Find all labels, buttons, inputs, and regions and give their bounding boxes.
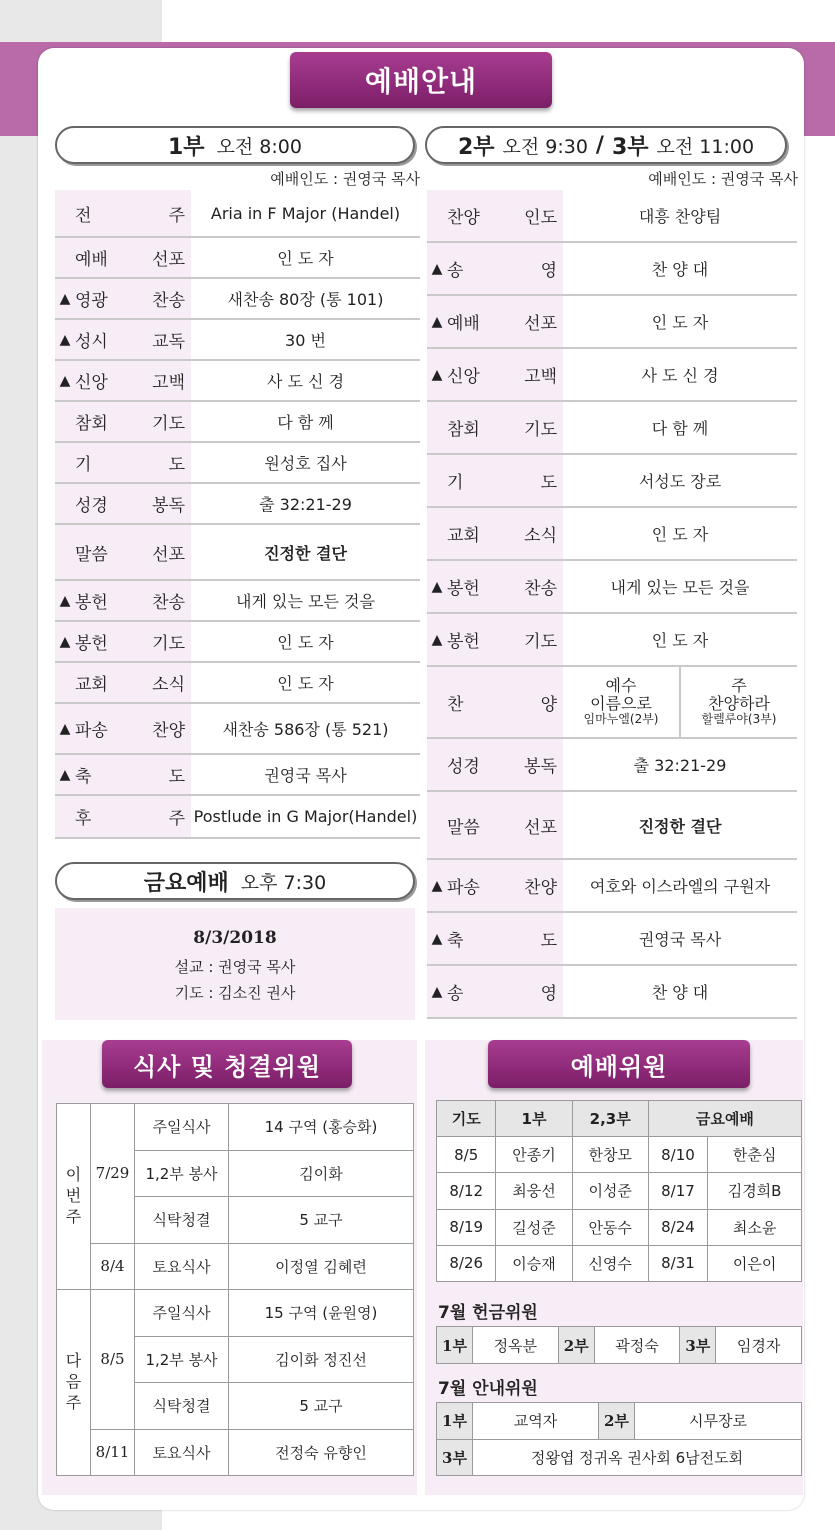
- anthem-service2: [563, 667, 681, 737]
- service1-pill: [55, 126, 415, 164]
- order-label-text: 봉헌 찬송: [447, 579, 557, 599]
- week-char: 주: [65, 1392, 82, 1412]
- next-week-label: [57, 1290, 91, 1476]
- meal-table: [56, 1103, 414, 1476]
- worship-header-cell: 2,3부: [572, 1101, 648, 1137]
- order-row: [427, 561, 797, 614]
- meal-person: 15 구역 (윤원영): [229, 1290, 414, 1337]
- order-value: 사 도 신 경: [641, 366, 719, 385]
- order-value: 원성호 집사: [264, 454, 347, 473]
- order-label: [427, 614, 563, 665]
- anthem-line: 이름으로: [590, 694, 652, 714]
- usher-part: 3부: [437, 1439, 473, 1476]
- triangle-icon: ▲: [431, 366, 443, 383]
- friday-panel: [55, 908, 415, 1020]
- worship-cell: 한창모: [572, 1137, 648, 1173]
- order-value: 30 번: [285, 331, 326, 350]
- triangle-icon: ▲: [59, 766, 71, 783]
- order-value: 다 함 께: [651, 419, 709, 438]
- order-label-text: 교회 소식: [75, 675, 185, 695]
- this-week-label: [57, 1104, 91, 1290]
- meal-task: 주일식사: [135, 1290, 229, 1337]
- order-label-text: 축 도: [75, 767, 185, 787]
- anthem-line: 예수: [605, 675, 637, 695]
- order-label-text: 참회 기도: [75, 414, 185, 434]
- offering-name: 곽정숙: [594, 1327, 680, 1364]
- service2-leader: 예배인도 : 권영국 목사: [648, 170, 798, 188]
- order-label-text: 성시 교독: [75, 332, 185, 352]
- friday-prayer: 기도 : 김소진 권사: [174, 984, 296, 1002]
- service3-title: 3부: [611, 134, 649, 160]
- worship-cell: 최웅선: [496, 1173, 572, 1209]
- order-label: [55, 581, 191, 620]
- order-label: [427, 508, 563, 559]
- order-row: [55, 361, 420, 402]
- triangle-icon: ▲: [431, 313, 443, 330]
- offering-row: [437, 1327, 802, 1364]
- offering-name: 임경자: [716, 1327, 802, 1364]
- worship-cell: 8/26: [437, 1245, 496, 1281]
- meal-task: 토요식사: [135, 1243, 229, 1290]
- order-label: [55, 402, 191, 441]
- meal-title: 식사 및 청결위원: [102, 1040, 352, 1088]
- order-value: 인 도 자: [651, 313, 709, 332]
- order-value: 서성도 장로: [638, 472, 722, 491]
- order-row: [427, 349, 797, 402]
- worship-cell: 길성준: [496, 1209, 572, 1245]
- order-row: [55, 704, 420, 755]
- anthem-note: 할렐루야(3부): [701, 712, 777, 727]
- order-label: [427, 296, 563, 347]
- order-value: 인 도 자: [277, 633, 334, 652]
- offering-name: 정옥분: [473, 1327, 559, 1364]
- order-row: [427, 913, 797, 966]
- triangle-icon: ▲: [431, 930, 443, 947]
- anthem-line: 주: [731, 675, 747, 695]
- week-char: 번: [65, 1186, 82, 1206]
- order-label-text: 봉헌 찬송: [75, 593, 185, 613]
- order-label-text: 후 주: [75, 809, 185, 829]
- worship-cell: 8/19: [437, 1209, 496, 1245]
- worship-header-cell: 1부: [496, 1101, 572, 1137]
- service1-time: 오전 8:00: [216, 135, 302, 158]
- meal-task: 1,2부 봉사: [135, 1336, 229, 1383]
- worship-row: [437, 1245, 802, 1281]
- order-row: [427, 190, 797, 243]
- worship-cell: 한춘심: [708, 1137, 802, 1173]
- friday-title: 금요예배: [143, 870, 229, 896]
- order-label-text: 전 주: [75, 205, 185, 226]
- page-title: 예배안내: [290, 52, 552, 108]
- worship-table: [436, 1100, 802, 1282]
- order-label: [427, 792, 563, 858]
- order-value: 내게 있는 모든 것을: [236, 592, 375, 611]
- order-label-text: 송 영: [447, 261, 557, 281]
- order-row: [427, 667, 797, 739]
- order-value: 새찬송 586장 (통 521): [222, 720, 389, 739]
- order-row: [427, 243, 797, 296]
- meal-task: 토요식사: [135, 1429, 229, 1476]
- service3-time: 오전 11:00: [656, 135, 755, 158]
- order-label-text: 말씀 선포: [447, 817, 557, 838]
- order-row: [55, 796, 420, 839]
- order-value: 대흥 찬양팀: [638, 207, 722, 226]
- usher-name: 정왕엽 정귀옥 권사회 6남전도회: [473, 1439, 802, 1476]
- worship-title: 예배위원: [488, 1040, 750, 1088]
- worship-cell: 김경희B: [708, 1173, 802, 1209]
- order-label: [55, 361, 191, 400]
- order-row: [55, 190, 420, 238]
- triangle-icon: ▲: [59, 720, 71, 737]
- anthem-line: 찬양하라: [708, 694, 770, 714]
- order-value: 찬 양 대: [651, 260, 709, 279]
- order-value: 찬 양 대: [651, 983, 709, 1002]
- worship-header-cell: 기도: [437, 1101, 496, 1137]
- order-row: [427, 966, 797, 1019]
- worship-cell: 안동수: [572, 1209, 648, 1245]
- order-row: [55, 279, 420, 320]
- order-label: [427, 402, 563, 453]
- worship-cell: 8/12: [437, 1173, 496, 1209]
- order-label-text: 찬양 인도: [447, 208, 557, 228]
- order-label: [55, 525, 191, 579]
- triangle-icon: ▲: [431, 631, 443, 648]
- order-label-text: 예배 선포: [75, 250, 185, 270]
- order-row: [427, 792, 797, 860]
- meal-task: 식탁청결: [135, 1383, 229, 1430]
- usher-part: 2부: [598, 1403, 634, 1440]
- worship-header-cell: 금요예배: [648, 1101, 801, 1137]
- offering-part: 3부: [680, 1327, 716, 1364]
- order-row: [427, 296, 797, 349]
- order-value: 출 32:21-29: [633, 756, 727, 775]
- meal-person: 5 교구: [229, 1383, 414, 1430]
- meal-task: 1,2부 봉사: [135, 1150, 229, 1197]
- offering-table: [436, 1326, 802, 1364]
- meal-row: [57, 1429, 414, 1476]
- meal-person: 김이화 정진선: [229, 1336, 414, 1383]
- order-value: 진정한 결단: [264, 543, 347, 563]
- usher-name: 교역자: [473, 1403, 599, 1440]
- week-char: 주: [65, 1206, 82, 1226]
- triangle-icon: ▲: [59, 633, 71, 650]
- order-value: 사 도 신 경: [266, 372, 345, 391]
- usher-name: 시무장로: [634, 1403, 801, 1440]
- worship-header-row: [437, 1101, 802, 1137]
- order-value: Aria in F Major (Handel): [210, 203, 401, 223]
- order-label-text: 기 도: [447, 473, 557, 493]
- order-label-text: 찬 양: [447, 694, 557, 715]
- worship-cell: 이승재: [496, 1245, 572, 1281]
- order-label: [427, 913, 563, 964]
- usher-row: [437, 1439, 802, 1476]
- week-char: 음: [65, 1372, 82, 1392]
- order-row: [427, 508, 797, 561]
- order-value: 인 도 자: [277, 249, 334, 268]
- usher-title: 7월 안내위원: [438, 1379, 538, 1399]
- worship-row: [437, 1209, 802, 1245]
- order-row: [55, 320, 420, 361]
- order-value: 출 32:21-29: [259, 495, 352, 514]
- meal-person: 김이화: [229, 1150, 414, 1197]
- order-row: [427, 402, 797, 455]
- anthem-note: 임마누엘(2부): [583, 712, 659, 727]
- order-row: [55, 755, 420, 796]
- triangle-icon: ▲: [431, 877, 443, 894]
- order-row: [55, 622, 420, 663]
- friday-sermon: 설교 : 권영국 목사: [174, 958, 296, 976]
- offering-part: 2부: [558, 1327, 594, 1364]
- order-label: [55, 443, 191, 482]
- order-value: 인 도 자: [651, 525, 709, 544]
- order-label: [427, 190, 563, 241]
- worship-cell: 8/31: [648, 1245, 707, 1281]
- offering-title: 7월 헌금위원: [438, 1303, 538, 1323]
- order-value: 권영국 목사: [264, 766, 347, 785]
- order-value: 새찬송 80장 (통 101): [227, 290, 384, 309]
- triangle-icon: ▲: [431, 578, 443, 595]
- worship-cell: 8/10: [648, 1137, 707, 1173]
- order-label: [55, 279, 191, 318]
- meal-person: 이정열 김혜련: [229, 1243, 414, 1290]
- order-label: [55, 796, 191, 837]
- order-label: [427, 349, 563, 400]
- order-label-text: 교회 소식: [447, 526, 557, 546]
- order-value: 내게 있는 모든 것을: [610, 578, 750, 597]
- order-label-text: 송 영: [447, 984, 557, 1004]
- meal-person: 5 교구: [229, 1197, 414, 1244]
- order-label-text: 성경 봉독: [447, 757, 557, 777]
- order-value: 여호와 이스라엘의 구원자: [589, 877, 771, 896]
- usher-part: 1부: [437, 1403, 473, 1440]
- service2-title: 2부: [457, 134, 495, 160]
- order-label: [55, 238, 191, 277]
- week-char: 이: [65, 1165, 82, 1185]
- meal-person: 전정숙 유향인: [229, 1429, 414, 1476]
- order-label-text: 신앙 고백: [75, 373, 185, 393]
- order-label: [427, 243, 563, 294]
- meal-date: 8/4: [91, 1243, 135, 1290]
- order-row: [55, 238, 420, 279]
- worship-cell: 8/17: [648, 1173, 707, 1209]
- triangle-icon: ▲: [59, 372, 71, 389]
- order-label-text: 참회 기도: [447, 420, 557, 440]
- triangle-icon: ▲: [59, 592, 71, 609]
- week-char: 다: [65, 1351, 82, 1371]
- worship-cell: 최소윤: [708, 1209, 802, 1245]
- service1-order-table: [55, 190, 420, 840]
- order-row: [55, 581, 420, 622]
- worship-cell: 신영수: [572, 1245, 648, 1281]
- order-value: Postlude in G Major(Handel): [193, 807, 418, 826]
- order-label: [55, 190, 191, 236]
- order-row: [55, 663, 420, 704]
- order-row: [55, 484, 420, 525]
- usher-row: [437, 1403, 802, 1440]
- meal-date: 7/29: [91, 1104, 135, 1244]
- order-label-text: 파송 찬양: [75, 721, 185, 741]
- friday-pill: [55, 862, 415, 900]
- service-separator: /: [595, 132, 604, 158]
- anthem-service3: [681, 667, 797, 737]
- order-label: [427, 455, 563, 506]
- order-label: [427, 966, 563, 1017]
- triangle-icon: ▲: [431, 983, 443, 1000]
- order-value: 다 함 께: [277, 413, 334, 432]
- order-label: [427, 860, 563, 911]
- order-label-text: 영광 찬송: [75, 291, 185, 311]
- order-row: [427, 614, 797, 667]
- order-label: [427, 667, 563, 737]
- worship-cell: 8/5: [437, 1137, 496, 1173]
- order-label-text: 예배 선포: [447, 314, 557, 334]
- service2-order-table: [427, 190, 797, 1020]
- worship-cell: 이은이: [708, 1245, 802, 1281]
- meal-row: [57, 1243, 414, 1290]
- order-value: 권영국 목사: [638, 930, 722, 949]
- order-value: 인 도 자: [277, 674, 334, 693]
- service1-leader: 예배인도 : 권영국 목사: [270, 170, 420, 188]
- meal-date: 8/5: [91, 1290, 135, 1430]
- service2-time: 오전 9:30: [502, 135, 588, 158]
- meal-date: 8/11: [91, 1429, 135, 1476]
- order-label: [427, 561, 563, 612]
- order-row: [427, 455, 797, 508]
- worship-row: [437, 1173, 802, 1209]
- order-label-text: 말씀 선포: [75, 544, 185, 565]
- order-label-text: 파송 찬양: [447, 878, 557, 898]
- triangle-icon: ▲: [59, 331, 71, 348]
- order-row: [55, 402, 420, 443]
- order-label: [55, 704, 191, 753]
- usher-table: [436, 1402, 802, 1476]
- order-label-text: 신앙 고백: [447, 367, 557, 387]
- order-row: [427, 739, 797, 792]
- service2-pill: [425, 126, 787, 164]
- order-label-text: 축 도: [447, 931, 557, 951]
- friday-time: 오후 7:30: [240, 871, 327, 894]
- worship-row: [437, 1137, 802, 1173]
- worship-cell: 8/24: [648, 1209, 707, 1245]
- meal-row: [57, 1104, 414, 1151]
- meal-person: 14 구역 (홍승화): [229, 1104, 414, 1151]
- meal-task: 식탁청결: [135, 1197, 229, 1244]
- anthem-split: [563, 667, 797, 737]
- order-row: [55, 525, 420, 581]
- offering-part: 1부: [437, 1327, 473, 1364]
- order-label: [55, 663, 191, 702]
- service1-title: 1부: [168, 134, 205, 160]
- triangle-icon: ▲: [59, 290, 71, 307]
- order-row: [55, 443, 420, 484]
- triangle-icon: ▲: [431, 260, 443, 277]
- order-label-text: 봉헌 기도: [75, 634, 185, 654]
- order-label-text: 봉헌 기도: [447, 632, 557, 652]
- order-label: [55, 320, 191, 359]
- order-label-text: 기 도: [75, 455, 185, 475]
- order-label: [55, 484, 191, 523]
- worship-cell: 이성준: [572, 1173, 648, 1209]
- order-row: [427, 860, 797, 913]
- order-label: [55, 622, 191, 661]
- friday-date: 8/3/2018: [193, 928, 277, 948]
- meal-task: 주일식사: [135, 1104, 229, 1151]
- order-label: [427, 739, 563, 790]
- order-label: [55, 755, 191, 794]
- meal-row: [57, 1290, 414, 1337]
- worship-cell: 안종기: [496, 1137, 572, 1173]
- order-label-text: 성경 봉독: [75, 496, 185, 516]
- order-value: 진정한 결단: [638, 816, 722, 836]
- order-value: 인 도 자: [651, 631, 709, 650]
